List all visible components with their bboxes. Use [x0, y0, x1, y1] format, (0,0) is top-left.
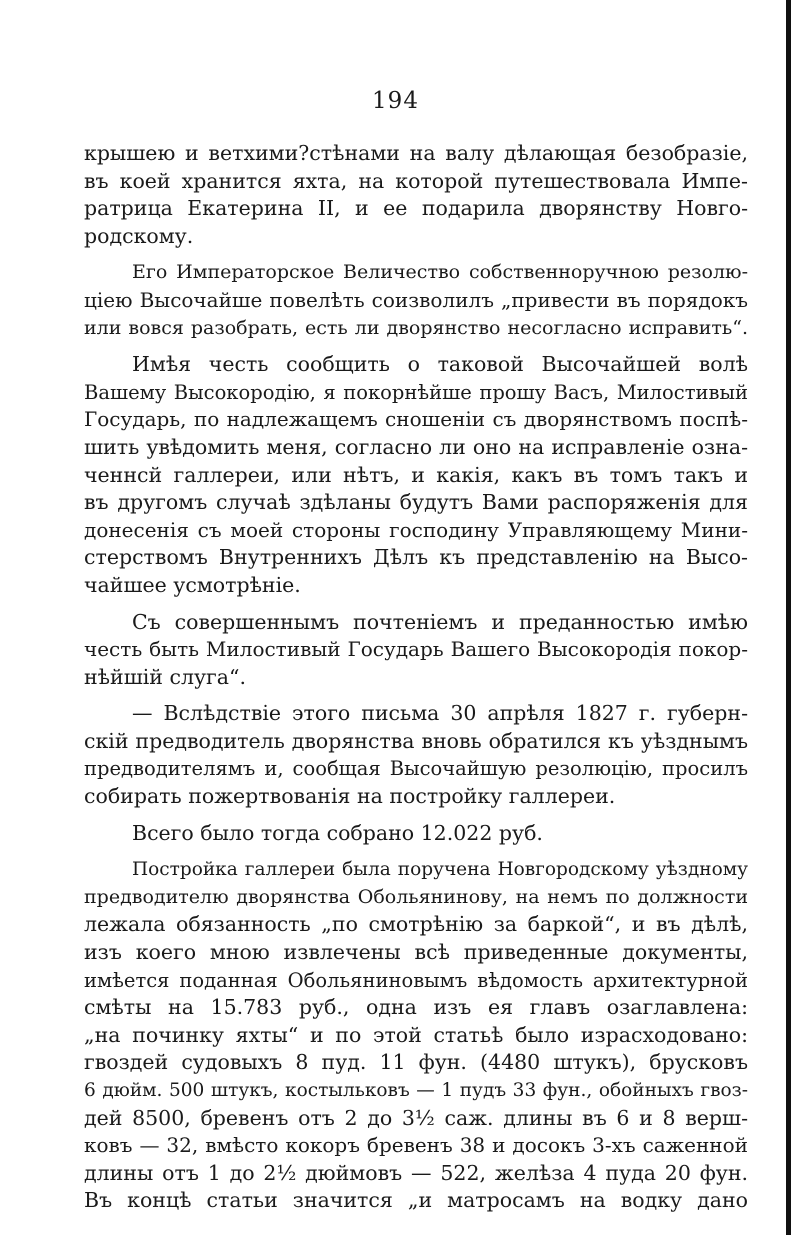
text-line: Въ концѣ статьи значится „и матросамъ на водку дано [84, 1188, 748, 1213]
text-line: Всего было тогда собрано 12.022 руб. [132, 820, 543, 845]
text-line: чайшее усмотрѣніе. [84, 572, 301, 597]
text-line: 6 дюйм. 500 штукъ, костыльковъ — 1 пудъ 33 фун., обойныхъ гвоз- [84, 1080, 748, 1101]
text-line: лежала обязанность „по смотрѣнію за баркой“, и въ дѣлѣ, [84, 912, 748, 937]
text-line: нѣйшій слуга“. [84, 664, 247, 689]
text-line: въ другомъ случаѣ здѣланы будутъ Вами распоряженія для [84, 490, 748, 515]
text-line: стерствомъ Внутреннихъ Дѣлъ къ представленію на Высо- [84, 545, 748, 570]
text-line: ченнсй галлереи, или нѣтъ, и какія, какъ въ томъ такъ и [84, 462, 748, 487]
text-line: смѣты на 15.783 руб., одна изъ ея главъ озаглавлена: [84, 995, 748, 1020]
page-number: 194 [372, 88, 419, 114]
text-line: длины отъ 1 до 2½ дюймовъ — 522, желѣза 4 пуда 20 фун. [84, 1160, 748, 1185]
text-line: Государь, по надлежащемъ сношеніи съ дворянствомъ поспѣ- [84, 407, 748, 432]
paragraph-gap [84, 691, 748, 700]
text-line: Его Императорское Величество собственноручною резолю- [132, 261, 748, 284]
text-line: скій предводитель дворянства вновь обратился къ уѣзднымъ [84, 728, 748, 753]
text-line: дей 8500, бревенъ отъ 2 до 3½ саж. длины въ 6 и 8 верш- [84, 1105, 748, 1130]
text-line: изъ коего мною извлечены всѣ приведенные документы, [84, 940, 748, 965]
text-line: донесенія съ моей стороны господину Управляющему Мини- [84, 517, 748, 542]
text-line: ціею Высочайше повелѣть соизволилъ „привести въ порядокъ [84, 287, 748, 312]
paragraph-gap [84, 847, 748, 856]
text-line: Вашему Высокородію, я покорнѣйше прошу Васъ, Милостивый [84, 380, 748, 404]
text-line: собирать пожертвованія на постройку галлереи. [84, 784, 616, 809]
text-line: ковъ — 32, вмѣсто кокоръ бревенъ 38 и досокъ 3-хъ саженной [84, 1133, 748, 1158]
text-line: или вовся разобрать, есть ли дворянство несогласно исправить“. [84, 316, 748, 339]
body-text [84, 140, 748, 1215]
text-line: Постройка галлереи была поручена Новгородскому уѣздному [132, 859, 748, 881]
text-line: Съ совершеннымъ почтеніемъ и преданностью имѣю [132, 609, 748, 634]
text-line: — Вслѣдствіе этого письма 30 апрѣля 1827 г. губерн- [132, 701, 748, 726]
text-line: въ коей хранится яхта, на которой путешествовала Импе- [84, 168, 748, 193]
paragraph-gap [84, 342, 748, 351]
text-line: предводителю дворянства Обольянинову, на немъ по должности [84, 885, 748, 908]
text-line: ратрица Екатерина II, и ее подарила дворянству Новго- [84, 196, 748, 221]
text-line: родскому. [84, 223, 194, 248]
text-line: имѣется поданная Обольяниновымъ вѣдомость архитектурной [84, 968, 748, 992]
scan-edge-shadow [786, 0, 791, 1235]
text-line: крышею и ветхими?стѣнами на валу дѣлающая безобразіе, [84, 141, 748, 165]
text-line: Имѣя честь сообщить о таковой Высочайшей волѣ [132, 352, 748, 377]
paragraph-gap [84, 250, 748, 259]
paragraph-gap [84, 811, 748, 820]
text-line: гвоздей судовыхъ 8 пуд. 11 фун. (4480 штукъ), брусковъ [84, 1050, 748, 1075]
text-line: шить увѣдомить меня, согласно ли оно на исправленіе озна- [84, 434, 748, 459]
paragraph-gap [84, 600, 748, 609]
text-line: честь быть Милостивый Государь Вашего Высокородія покор- [84, 637, 748, 662]
text-line: „на починку яхты“ и по этой статьѣ было израсходовано: [84, 1022, 748, 1047]
text-line: предводителямъ и, сообщая Высочайшую резолюцію, просилъ [84, 757, 748, 781]
